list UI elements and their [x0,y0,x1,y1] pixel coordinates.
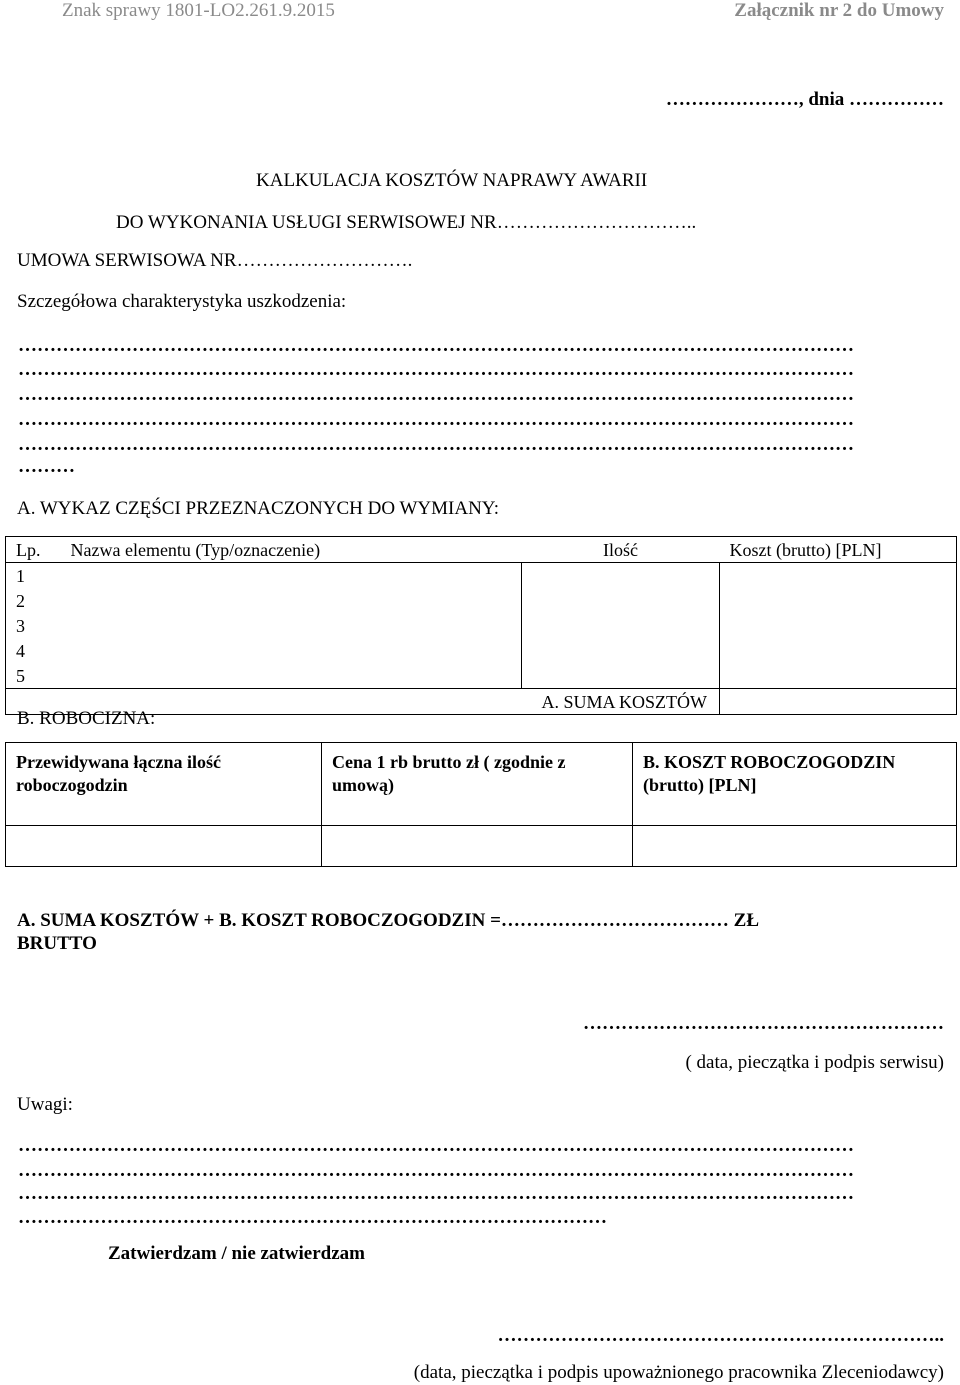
total-currency: BRUTTO [17,933,97,954]
labor-values-row [6,826,957,867]
damage-description-label: Szczegółowa charakterystyka uszkodzenia: [17,291,347,312]
cost-cell[interactable] [720,613,957,638]
name-cell[interactable] [61,588,522,613]
section-a-heading: A. WYKAZ CZĘŚCI PRZEZNACZONYCH DO WYMIANY: [17,498,500,519]
damage-line[interactable]: …………………………………………………………………………………………………………………… [18,359,854,380]
col-cost: Koszt (brutto) [PLN] [720,537,957,563]
quantity-cell[interactable] [522,613,720,638]
quantity-cell[interactable] [522,588,720,613]
service-signature-line[interactable]: ………………………………………………… [583,1013,944,1034]
service-signature-caption: ( data, pieczątka i podpis serwisu) [685,1052,944,1073]
remarks-line[interactable]: …………………………………………………………………………………………………………………… [18,1160,854,1181]
quantity-cell[interactable] [522,663,720,689]
row-number: 1 [6,563,61,589]
labor-header-row [6,743,957,826]
damage-line[interactable]: …………………………………………………………………………………………………………………… [18,434,854,455]
damage-line[interactable]: …………………………………………………………………………………………………………………… [18,384,854,405]
row-number: 4 [6,638,61,663]
row-number: 5 [6,663,61,689]
annex-label: Załącznik nr 2 do Umowy [734,0,944,21]
table-row [6,663,957,689]
name-cell[interactable] [61,638,522,663]
cost-cell[interactable] [720,663,957,689]
cost-cell[interactable] [720,588,957,613]
name-cell[interactable] [61,663,522,689]
parts-table [5,536,957,715]
row-number: 3 [6,613,61,638]
document-title: KALKULACJA KOSZTÓW NAPRAWY AWARII [256,170,648,191]
table-row [6,613,957,638]
approval-label: Zatwierdzam / nie zatwierdzam [108,1243,365,1264]
table-row [6,588,957,613]
damage-line[interactable]: …………………………………………………………………………………………………………………… [18,335,854,356]
client-signature-line[interactable]: …………………………………………………………….. [497,1325,944,1346]
client-signature-caption: (data, pieczątka i podpis upoważnionego pracownika Zleceniodawcy) [413,1362,944,1383]
remarks-line[interactable]: …………………………………………………………………………………………………………………… [18,1183,854,1204]
labor-hours-cell[interactable] [6,826,322,867]
col-lp: Lp. [6,537,61,563]
quantity-cell[interactable] [522,638,720,663]
name-cell[interactable] [61,563,522,589]
labor-table [5,742,957,867]
service-number-line: DO WYKONANIA USŁUGI SERWISOWEJ NR………………………….. [116,212,697,233]
section-b-heading: B. ROBOCIZNA: [17,708,156,729]
damage-line[interactable]: …………………………………………………………………………………………………………………… [18,409,854,430]
col-name: Nazwa elementu (Typ/oznaczenie) [61,537,522,563]
hourly-rate-cell[interactable] [322,826,633,867]
contract-number-line: UMOWA SERWISOWA NR………………………. [17,250,413,271]
table-row [6,638,957,663]
parts-header-row [6,537,957,563]
date-line: …………………, dnia …………… [665,89,944,110]
remarks-label: Uwagi: [17,1094,73,1115]
col-quantity: Ilość [522,537,720,563]
col-labor-hours: Przewidywana łączna ilość roboczogodzin [6,743,322,826]
name-cell[interactable] [61,613,522,638]
labor-cost-cell[interactable] [633,826,957,867]
total-line: A. SUMA KOSZTÓW + B. KOSZT ROBOCZOGODZIN =……………………………… ZŁ [17,910,760,931]
damage-line[interactable]: ……… [18,456,75,477]
cost-cell[interactable] [720,563,957,589]
table-row [6,563,957,589]
remarks-line[interactable]: …………………………………………………………………………………………………………………… [18,1135,854,1156]
case-number: Znak sprawy 1801-LO2.261.9.2015 [62,0,335,21]
cost-cell[interactable] [720,638,957,663]
sum-label: A. SUMA KOSZTÓW [6,689,720,715]
sum-value-cell[interactable] [720,689,957,715]
quantity-cell[interactable] [522,563,720,589]
remarks-line[interactable]: ………………………………………………………………………………… [18,1207,607,1228]
row-number: 2 [6,588,61,613]
col-labor-cost: B. KOSZT ROBOCZOGODZIN (brutto) [PLN] [633,743,957,826]
col-hourly-rate: Cena 1 rb brutto zł ( zgodnie z umową) [322,743,633,826]
